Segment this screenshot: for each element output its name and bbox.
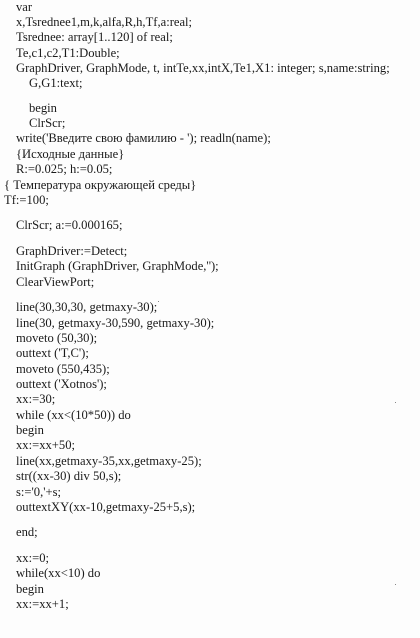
- code-line: GraphDriver:=Detect;: [16, 244, 128, 258]
- scan-speck: [395, 584, 396, 585]
- code-line: GraphDriver, GraphMode, t, intTe,xx,intX,Te1,X1: integer; s,name:string;: [16, 61, 390, 75]
- scan-speck: [395, 402, 396, 403]
- code-line: Tf:=100;: [4, 193, 49, 207]
- code-line: while(xx<10) do: [16, 566, 101, 580]
- code-line: outtextXY(xx-10,getmaxy-25+5,s);: [16, 500, 196, 514]
- code-line: begin: [16, 582, 44, 596]
- code-line: InitGraph (GraphDriver, GraphMode,'');: [16, 259, 219, 273]
- code-line: while (xx<(10*50)) do: [16, 408, 131, 422]
- code-line: moveto (550,435);: [16, 362, 110, 376]
- code-line: Tsrednee: array[1..120] of real;: [16, 30, 173, 44]
- code-line: line(30, getmaxy-30,590, getmaxy-30);: [16, 316, 215, 330]
- code-line: write('Введите свою фамилию - '); readln(name);: [16, 131, 271, 145]
- code-line: Te,c1,c2,T1:Double;: [16, 46, 120, 60]
- code-line: outtext ('Xotnos');: [16, 377, 107, 391]
- code-line: R:=0.025; h:=0.05;: [16, 162, 113, 176]
- code-line: outtext ('T,C');: [16, 346, 89, 360]
- code-line: moveto (50,30);: [16, 331, 98, 345]
- code-line: end;: [16, 525, 38, 539]
- code-line: ClrScr;: [29, 116, 66, 130]
- code-line: begin: [29, 101, 57, 115]
- code-line: xx:=0;: [16, 551, 49, 565]
- code-line: ClearViewPort;: [16, 275, 95, 289]
- code-line: ClrScr; a:=0.000165;: [16, 218, 123, 232]
- code-line: begin: [16, 423, 44, 437]
- code-line: var: [16, 0, 33, 14]
- code-line: xx:=30;: [16, 392, 56, 406]
- code-line: { Температура окружающей среды}: [4, 178, 197, 192]
- code-line: {Исходные данные}: [16, 147, 125, 161]
- code-line: s:='0,'+s;: [16, 485, 61, 499]
- code-line: str((xx-30) div 50,s);: [16, 469, 122, 483]
- code-line: line(xx,getmaxy-35,xx,getmaxy-25);: [16, 454, 202, 468]
- code-line: xx:=xx+1;: [16, 597, 69, 611]
- code-line: line(30,30,30, getmaxy-30);: [16, 300, 158, 314]
- code-line: x,Tsrednee1,m,k,alfa,R,h,Tf,a:real;: [16, 15, 193, 29]
- code-line: xx:=xx+50;: [16, 438, 75, 452]
- code-line: G,G1:text;: [29, 76, 83, 90]
- scan-speck: [158, 301, 159, 302]
